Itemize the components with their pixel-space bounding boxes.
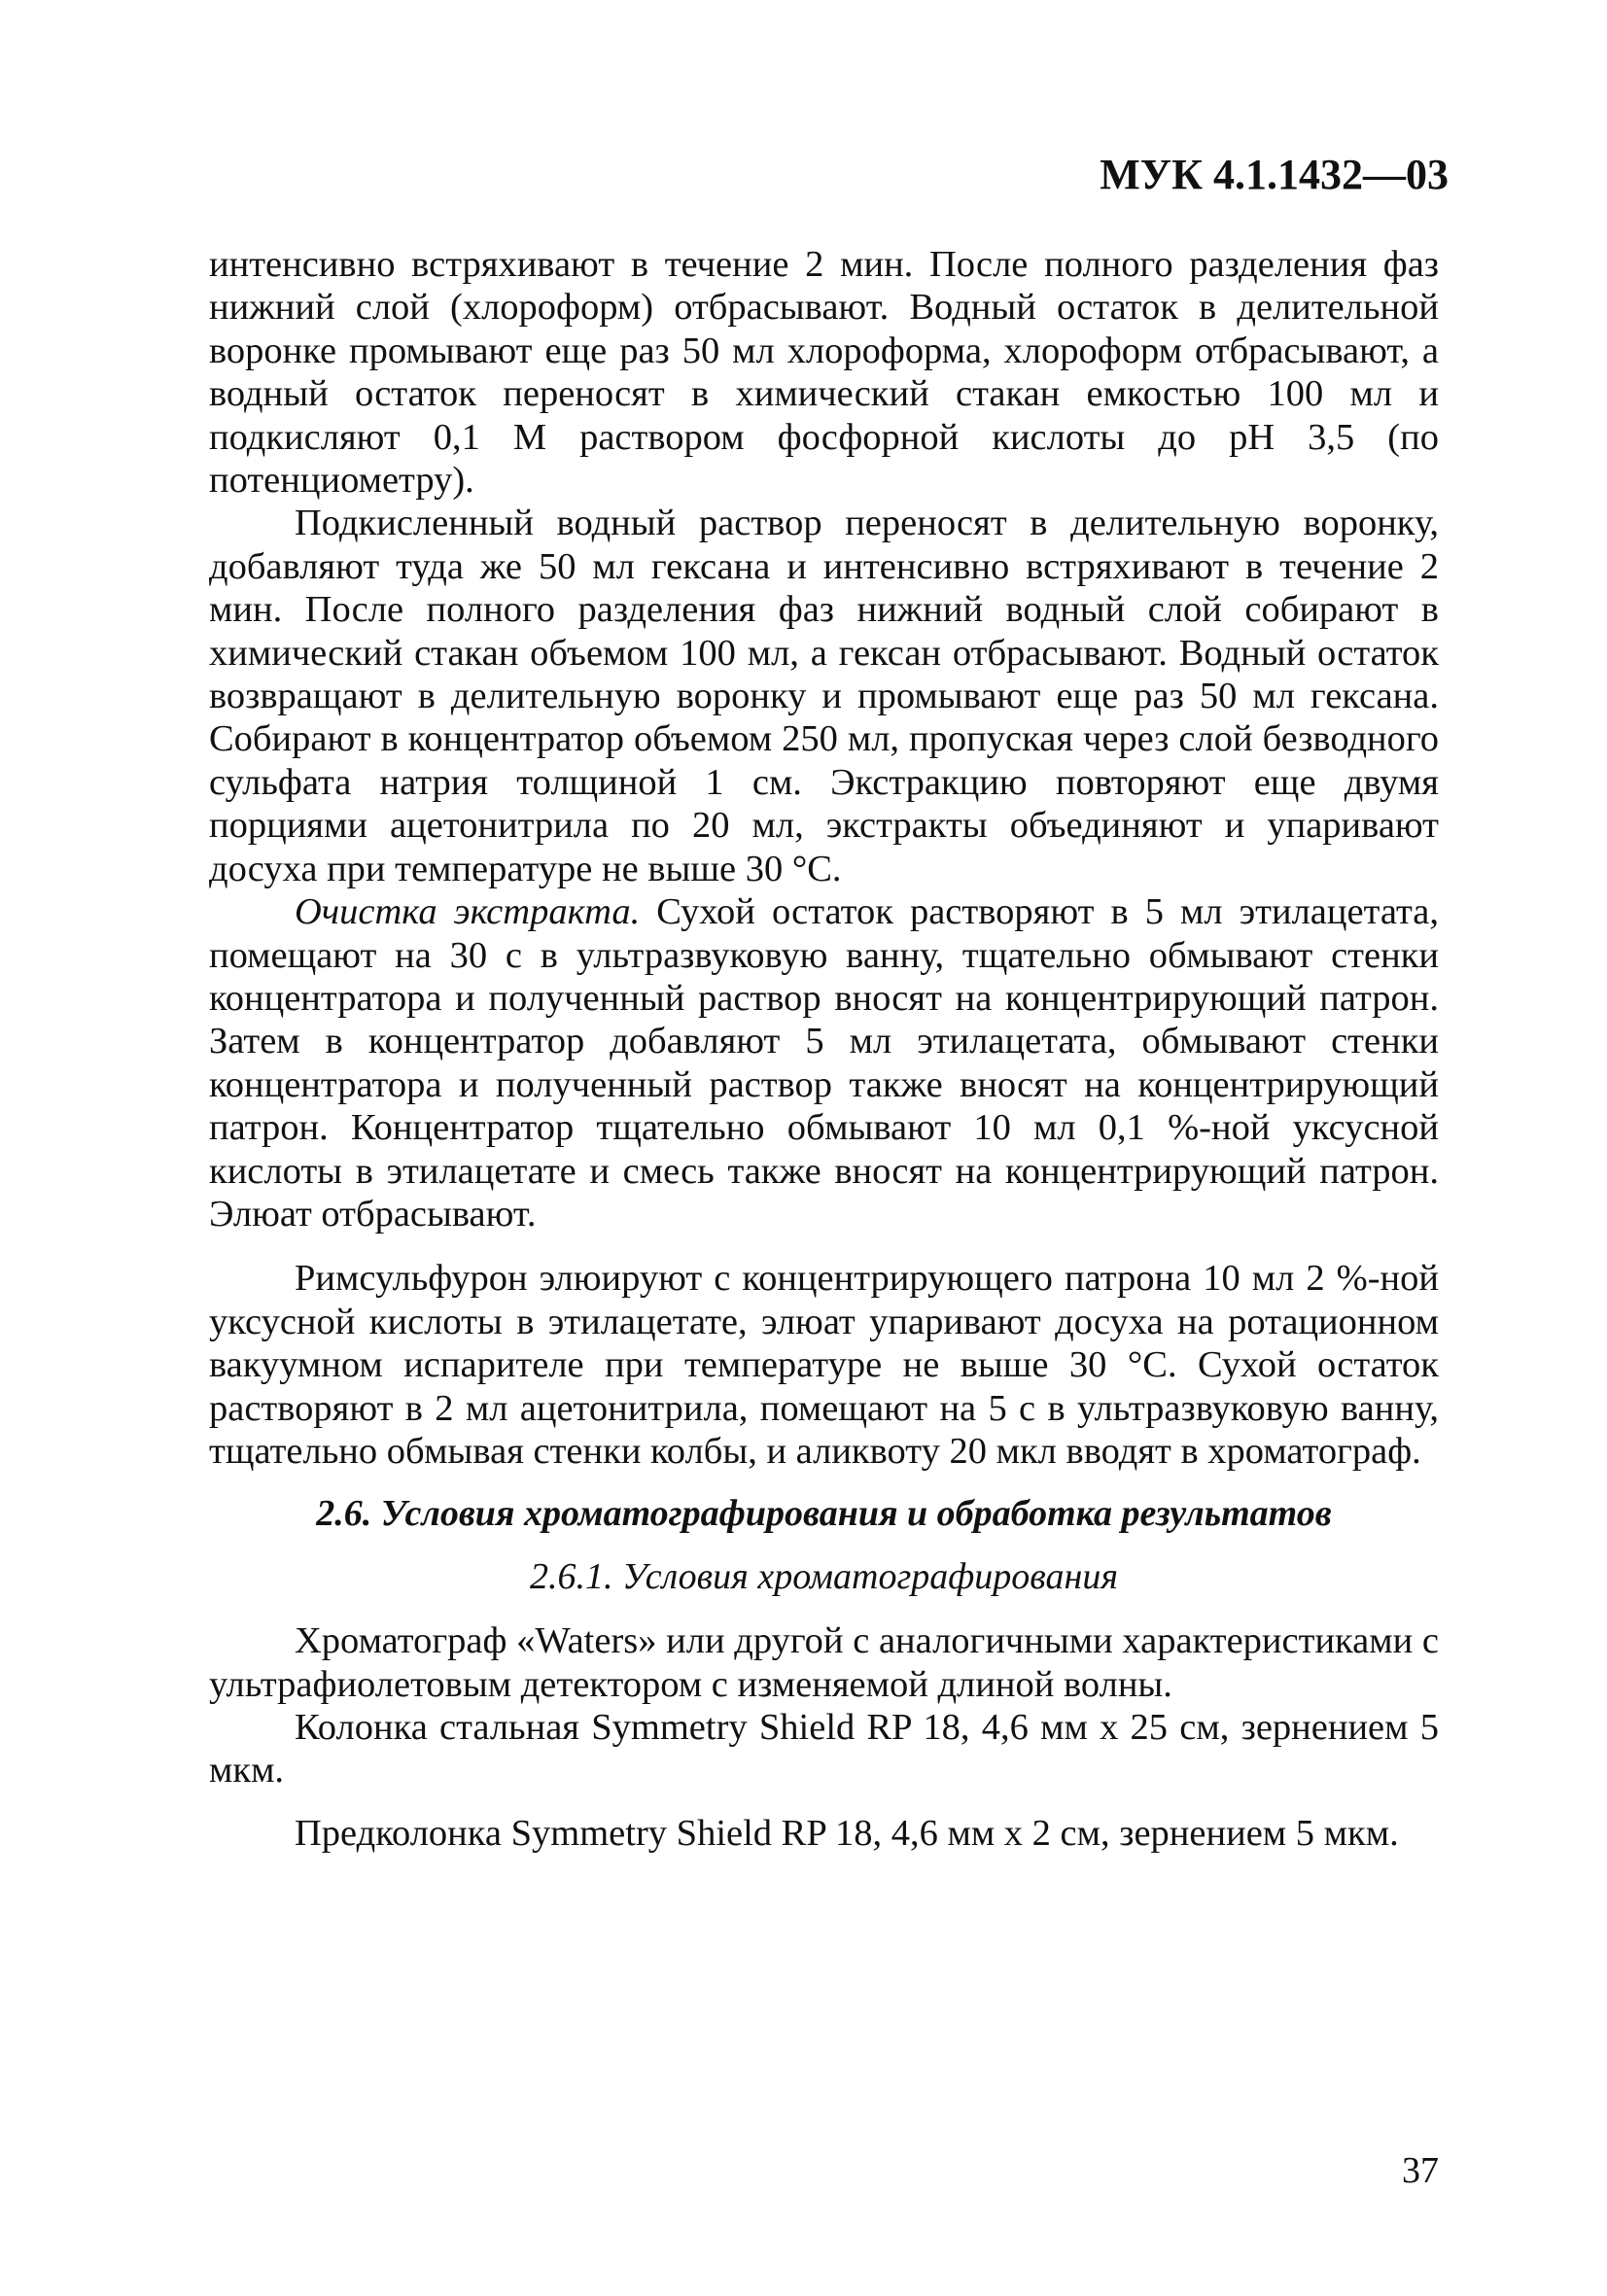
paragraph-1: интенсивно встряхивают в течение 2 мин. После полного разделения фаз нижний слой (хлороформ) отбрасывают. Водный остаток в делительной воронке промывают еще раз 50 мл хлороформа, хлороформ отбрасывают, а водный остаток переносят в химический стакан емкостью 100 мл и подкисляют 0,1 М раствором фосфорной кислоты до рН 3,5 (по потенциометру). [209,244,1439,502]
paragraph-6: Колонка стальная Symmetry Shield RP 18, 4,6 мм х 25 см, зернением 5 мкм. [209,1707,1439,1792]
document-code-header: МУК 4.1.1432—03 [1100,151,1449,198]
paragraph-2: Подкисленный водный раствор переносят в делительную воронку, добавляют туда же 50 мл гексана и интенсивно встряхивают в течение 2 мин. После полного разделения фаз нижний водный слой собирают в химический стакан объемом 100 мл, а гексан отбрасывают. Водный остаток возвращают в делительную воронку и промывают еще раз 50 мл гексана. Собирают в концентратор объемом 250 мл, пропуская через слой безводного сульфата натрия толщиной 1 см. Экстракцию повторяют еще двумя порциями ацетонитрила по 20 мл, экстракты объединяют и упаривают досуха при температуре не выше 30 °С. [209,503,1439,889]
paragraph-3-text: Сухой остаток растворяют в 5 мл этилацетата, помещают на 30 с в ультразвуковую ванну, тщательно обмывают стенки концентратора и полученный раствор вносят на концентрирующий патрон. Затем в концентратор добавляют 5 мл этилацетата, обмывают стенки концентратора и полученный раствор также вносят на концентрирующий патрон. Концентратор тщательно обмывают 10 мл 0,1 %-ной уксусной кислоты в этилацетате и смесь также вносят на концентрирующий патрон. Элюат отбрасывают. [209,891,1439,1235]
subsection-heading: 2.6.1. Условия хроматографирования [529,1555,1118,1597]
paragraph-7: Предколонка Symmetry Shield RP 18, 4,6 мм х 2 см, зернением 5 мкм. [295,1812,1399,1854]
page-number: 37 [1402,2150,1439,2191]
paragraph-5: Хроматограф «Waters» или другой с аналогичными характеристиками с ультрафиолетовым детектором с изменяемой длиной волны. [209,1620,1439,1705]
document-body [209,243,1439,1855]
section-heading: 2.6. Условия хроматографирования и обработка результатов [316,1493,1332,1535]
paragraph-4: Римсульфурон элюируют с концентрирующего патрона 10 мл 2 %-ной уксусной кислоты в этилацетате, элюат упаривают досуха на ротационном вакуумном испарителе при температуре не выше 30 °С. Сухой остаток растворяют в 2 мл ацетонитрила, помещают на 5 с в ультразвуковую ванну, тщательно обмывая стенки колбы, и аликвоту 20 мкл вводят в хроматограф. [209,1258,1439,1472]
paragraph-3-lead: Очистка экстракта. [295,891,641,933]
paragraph-3 [209,890,1439,1235]
